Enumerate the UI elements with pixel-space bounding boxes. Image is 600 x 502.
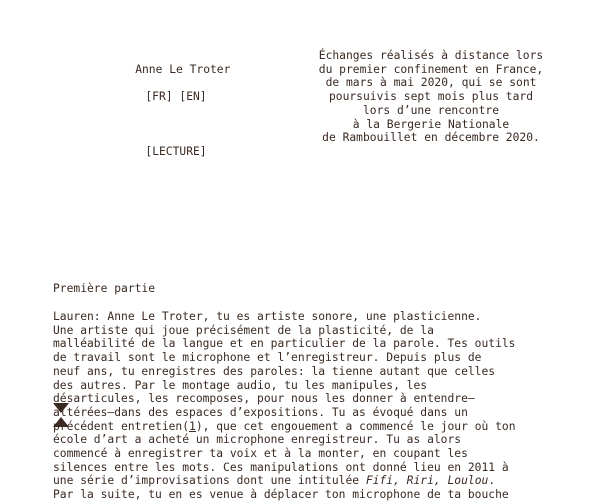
- body-text-segment: une série d’improvisations dont une intitulée: [53, 474, 366, 488]
- author-block: [110, 49, 242, 172]
- body-line: [53, 420, 563, 434]
- lang-en-link[interactable]: [EN]: [179, 90, 207, 104]
- body-text-segment: ), que cet engouement a commencé le jour où ton: [195, 419, 516, 433]
- footnote-link[interactable]: 1: [189, 419, 196, 433]
- intro-line: lors d’une rencontre: [362, 103, 500, 117]
- lang-fr-link[interactable]: [FR]: [145, 90, 173, 104]
- body-line: Une artiste qui joue précisément de la plasticité, de la: [53, 323, 434, 337]
- scroll-navigation: [53, 400, 71, 434]
- body-line: malléabilité de la langue et en particulier de la parole. Tes outils: [53, 337, 516, 351]
- body-line: commencé à enregistrer ta voix et à la monter, en coupant les: [53, 447, 468, 461]
- intro-line: à la Bergerie Nationale: [352, 117, 510, 131]
- intro-text: [300, 49, 562, 145]
- body-line: silences entre les mots. Ces manipulations ont donné lieu en 2011 à: [53, 460, 509, 474]
- body-line: [53, 474, 563, 488]
- body-line: Lauren: Anne Le Troter, tu es artiste sonore, une plasticienne.: [53, 310, 482, 323]
- intro-line: de mars à mai 2020, qui se sont: [325, 76, 537, 90]
- read-button[interactable]: [LECTURE]: [145, 144, 207, 158]
- body-text-segment: précédent entretien(: [53, 419, 190, 433]
- body-line: école d’art a acheté un microphone enregistreur. Tu as alors: [53, 433, 462, 447]
- body-line: des autres. Par le montage audio, tu les manipules, les: [53, 378, 428, 392]
- section-title: Première partie: [53, 282, 156, 295]
- body-line: désarticules, les recomposes, pour nous les donner à entendre—: [53, 392, 475, 406]
- arrow-down-icon[interactable]: [53, 403, 69, 413]
- body-line: altérées—dans des espaces d’expositions. Tu as évoqué dans un: [53, 405, 468, 419]
- body-line: de travail sont le microphone et l’enregistreur. Depuis plus de: [53, 351, 482, 365]
- language-switch: [110, 90, 242, 104]
- body-line: Par la suite, tu en es venue à déplacer ton microphone de ta bouche: [53, 488, 509, 502]
- intro-line: poursuivis sept mois plus tard: [328, 90, 534, 104]
- arrow-up-icon[interactable]: [53, 417, 69, 427]
- intro-line: Échanges réalisés à distance lors: [318, 49, 544, 62]
- body-line: neuf ans, tu enregistres des paroles: la tienne autant que celles: [53, 364, 496, 378]
- intro-line: de Rambouillet en décembre 2020.: [322, 131, 540, 145]
- body-text-segment: .: [488, 474, 496, 488]
- interview-body: [53, 310, 563, 502]
- intro-line: du premier confinement en France,: [318, 62, 544, 76]
- work-title: Fifi, Riri, Loulou: [365, 474, 489, 488]
- author-name: Anne Le Troter: [135, 62, 231, 76]
